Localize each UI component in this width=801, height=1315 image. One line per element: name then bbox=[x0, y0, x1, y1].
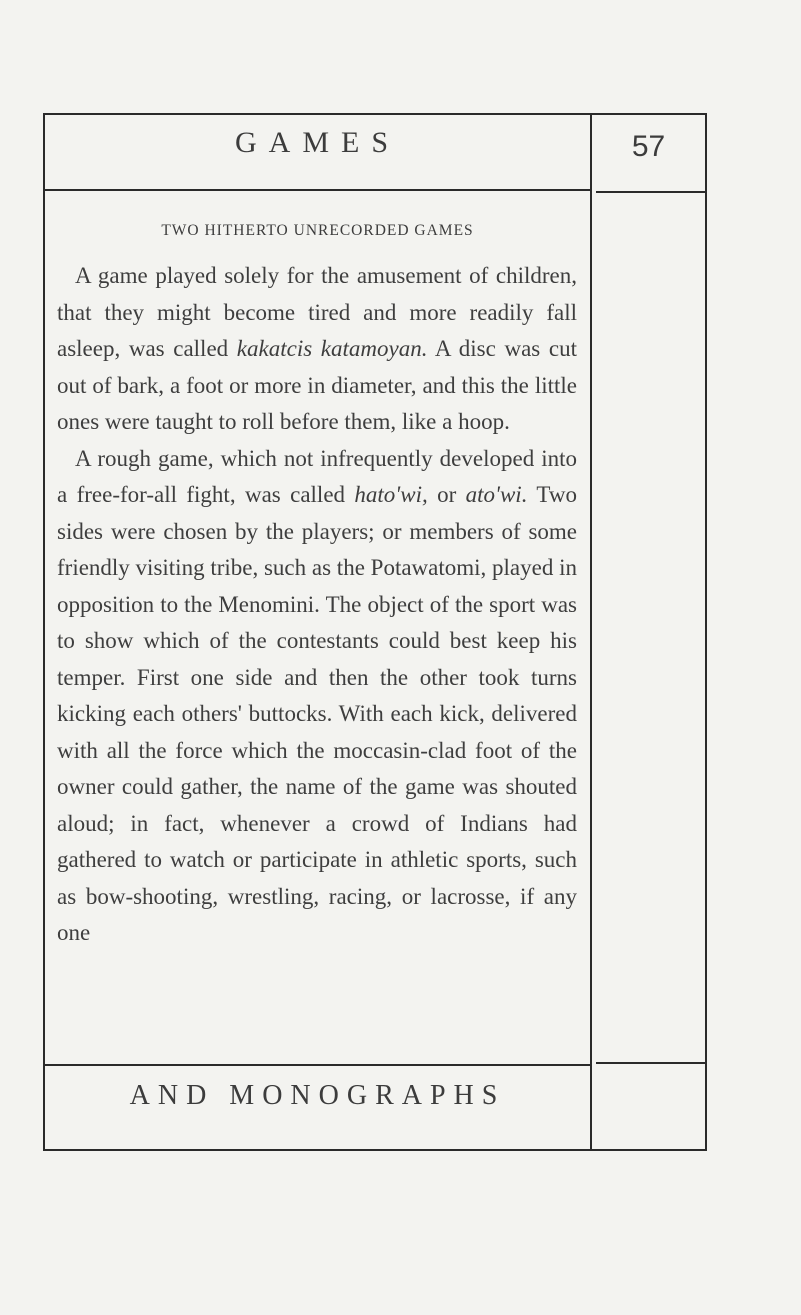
header-rule-left bbox=[43, 189, 592, 191]
game-name-atowi: ato'wi. bbox=[465, 482, 528, 507]
running-header-title: GAMES bbox=[234, 126, 400, 159]
section-heading: TWO HITHERTO UNRECORDED GAMES bbox=[161, 222, 474, 239]
running-footer-title: AND MONOGRAPHS bbox=[129, 1080, 506, 1111]
column-divider bbox=[590, 113, 592, 1151]
body-text bbox=[57, 258, 577, 952]
paragraph-2-text-b: or bbox=[427, 482, 466, 507]
footer-rule-left bbox=[43, 1064, 592, 1066]
game-name-kakatcis: kakatcis katamoyan. bbox=[236, 336, 428, 361]
paragraph-1-text-b: A disc was cut out of bark, a foot or more in diameter, and this the little ones were taught to roll before them, like a hoop. bbox=[57, 336, 577, 434]
paragraph-1-text-a: A game played solely for the amusement of children, that they might become tired and more readily fall asleep, was called bbox=[57, 263, 577, 361]
paragraph-1 bbox=[57, 258, 577, 441]
paragraph-2 bbox=[57, 441, 577, 952]
footer-rule-right bbox=[596, 1062, 707, 1064]
page-number: 57 bbox=[631, 130, 666, 163]
game-name-hatowi: hato'wi, bbox=[354, 482, 428, 507]
paragraph-2-text-a: A rough game, which not infrequently developed into a free-for-all fight, was called bbox=[57, 445, 577, 507]
paragraph-2-text-c: Two sides were chosen by the players; or members of some friendly visiting tribe, such as the Potawatomi, played in opposition to the Menomini. The object of the sport was to show which of the contestants could best keep his temper. First one side and then the other took turns kicking each others' buttocks. With each kick, delivered with all the force which the moccasin-clad foot of the owner could gather, the name of the game was shouted aloud; in fact, whenever a crowd of Indians had gathered to watch or participate in athletic sports, such as bow-shooting, wrestling, racing, or lacrosse, if any one bbox=[57, 482, 577, 945]
header-rule-right bbox=[596, 191, 707, 193]
